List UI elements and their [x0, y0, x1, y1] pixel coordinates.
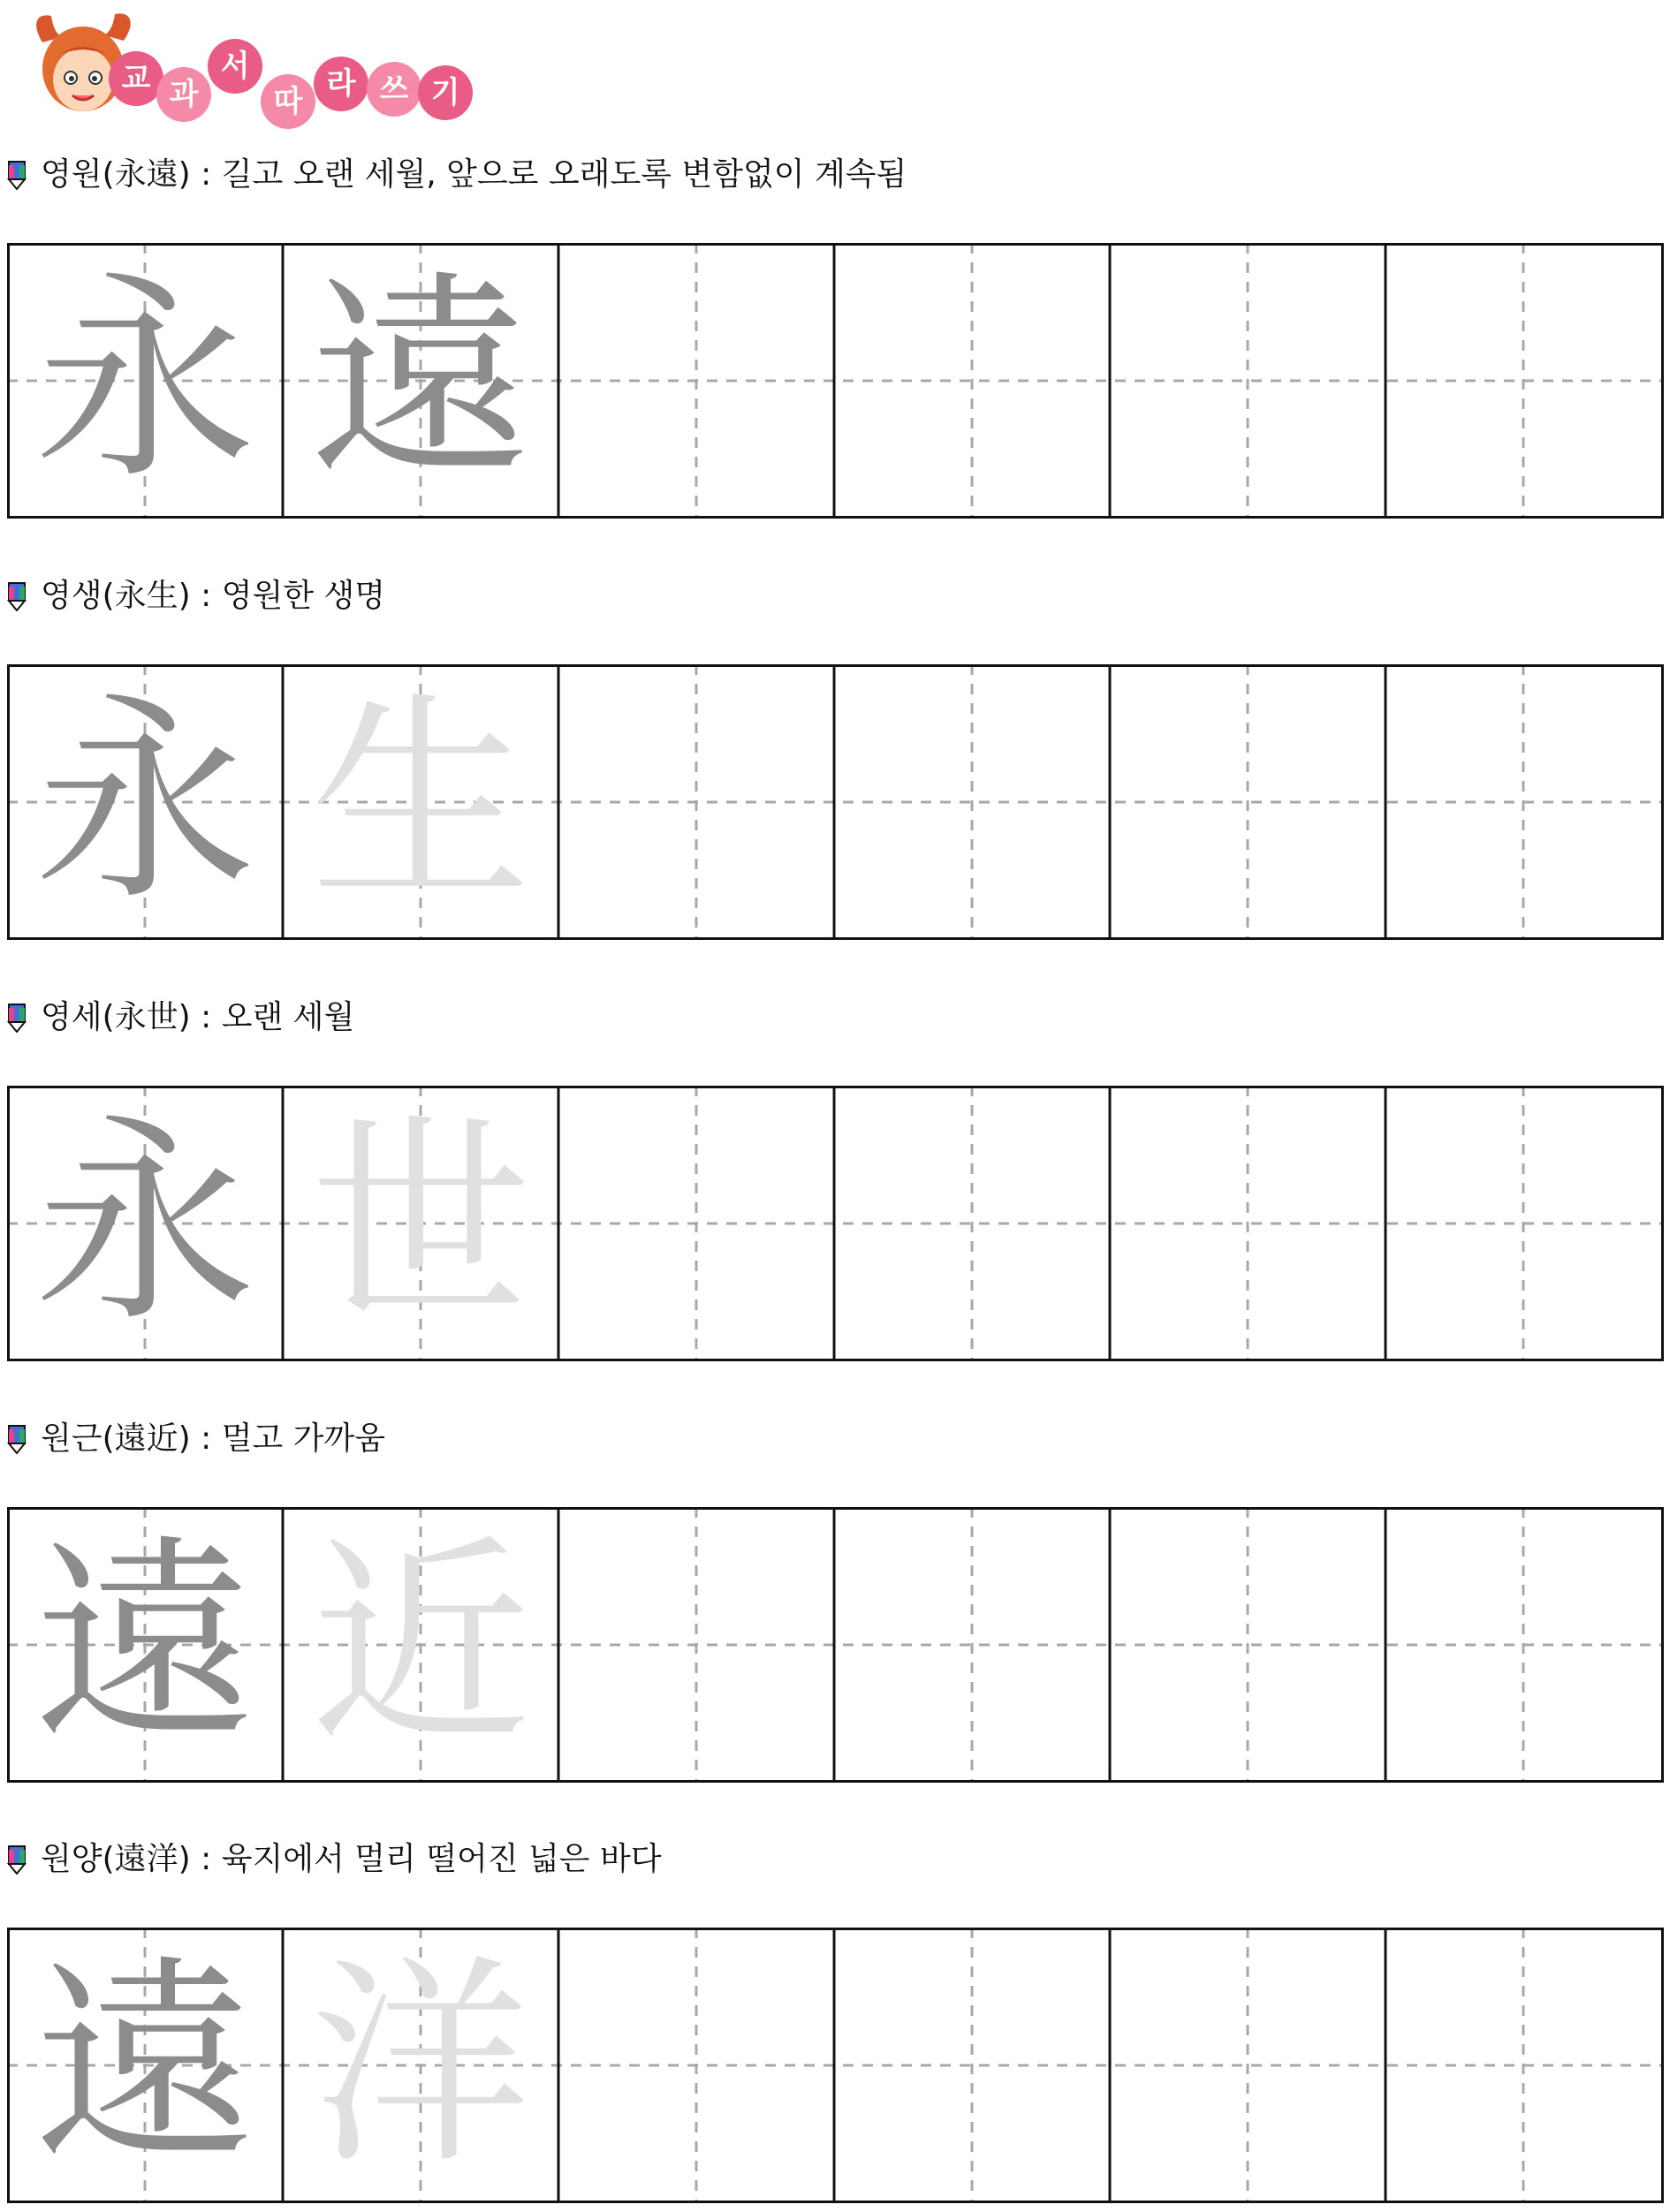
- writing-cell[interactable]: [283, 243, 558, 519]
- word-meaning: 멀고 가까움: [221, 1420, 386, 1457]
- worksheet-logo: [27, 7, 486, 122]
- writing-cell[interactable]: [283, 664, 558, 940]
- trace-hanja: 生: [310, 673, 531, 930]
- writing-cell[interactable]: [1110, 664, 1385, 940]
- writing-grid: [7, 243, 1664, 519]
- pencil-icon: [7, 1424, 27, 1454]
- writing-cell[interactable]: [7, 1928, 283, 2203]
- word-korean: 영생: [41, 578, 102, 614]
- practice-section: [0, 157, 1670, 519]
- word-hanja: 永生: [114, 578, 178, 614]
- writing-cell[interactable]: [1385, 1507, 1661, 1783]
- logo-char: 교: [109, 51, 163, 106]
- trace-hanja: 永: [34, 673, 255, 930]
- word-meaning: 길고 오랜 세월, 앞으로 오래도록 변함없이 계속됨: [221, 156, 907, 193]
- trace-hanja: 遠: [34, 1936, 255, 2193]
- trace-hanja: 近: [310, 1516, 531, 1773]
- logo-char: 기: [418, 65, 473, 120]
- section-title: 영원(永遠) : 길고 오랜 세월, 앞으로 오래도록 변함없이 계속됨: [7, 157, 907, 193]
- trace-hanja: 永: [34, 252, 255, 509]
- logo-char: 서: [208, 39, 262, 94]
- writing-cell[interactable]: [1385, 243, 1661, 519]
- writing-cell[interactable]: [834, 1928, 1110, 2203]
- trace-hanja: 遠: [310, 252, 531, 509]
- writing-cell[interactable]: [558, 1928, 834, 2203]
- pencil-icon: [7, 1845, 27, 1875]
- word-hanja: 遠近: [114, 1420, 178, 1457]
- word-korean: 원양: [41, 1841, 102, 1877]
- writing-cell[interactable]: [834, 243, 1110, 519]
- writing-cell[interactable]: [283, 1928, 558, 2203]
- trace-hanja: 永: [34, 1095, 255, 1352]
- practice-section: [0, 579, 1670, 941]
- logo-char: 라: [314, 57, 368, 111]
- logo-char: 쓰: [367, 62, 421, 117]
- section-title: 영생(永生) : 영원한 생명: [7, 579, 385, 614]
- word-meaning: 영원한 생명: [221, 578, 386, 614]
- trace-hanja: 洋: [310, 1936, 531, 2193]
- section-title: 영세(永世) : 오랜 세월: [7, 1000, 354, 1035]
- writing-cell[interactable]: [558, 1086, 834, 1361]
- writing-cell[interactable]: [1385, 1086, 1661, 1361]
- writing-cell[interactable]: [283, 1507, 558, 1783]
- writing-cell[interactable]: [834, 664, 1110, 940]
- word-meaning: 오랜 세월: [221, 999, 355, 1035]
- word-hanja: 永世: [114, 999, 178, 1035]
- writing-cell[interactable]: [1385, 1928, 1661, 2203]
- trace-hanja: 遠: [34, 1516, 255, 1773]
- writing-cell[interactable]: [7, 1507, 283, 1783]
- practice-section: [0, 1842, 1670, 2204]
- writing-cell[interactable]: [558, 664, 834, 940]
- pencil-icon: [7, 1003, 27, 1033]
- writing-cell[interactable]: [558, 243, 834, 519]
- writing-cell[interactable]: [1110, 1928, 1385, 2203]
- writing-grid: [7, 1086, 1664, 1361]
- writing-cell[interactable]: [283, 1086, 558, 1361]
- writing-cell[interactable]: [1110, 243, 1385, 519]
- writing-cell[interactable]: [7, 243, 283, 519]
- writing-cell[interactable]: [558, 1507, 834, 1783]
- writing-cell[interactable]: [7, 1086, 283, 1361]
- section-title: 원근(遠近) : 멀고 가까움: [7, 1421, 385, 1457]
- section-title: 원양(遠洋) : 육지에서 멀리 떨어진 넓은 바다: [7, 1842, 662, 1877]
- practice-section: [0, 1000, 1670, 1362]
- writing-grid: [7, 1928, 1664, 2203]
- writing-cell[interactable]: [1110, 1086, 1385, 1361]
- writing-grid: [7, 664, 1664, 940]
- pencil-icon: [7, 160, 27, 190]
- word-korean: 원근: [41, 1420, 102, 1457]
- writing-cell[interactable]: [834, 1086, 1110, 1361]
- word-korean: 영세: [41, 999, 102, 1035]
- writing-cell[interactable]: [7, 664, 283, 940]
- logo-char: 따: [261, 74, 315, 129]
- writing-cell[interactable]: [1110, 1507, 1385, 1783]
- writing-cell[interactable]: [1385, 664, 1661, 940]
- logo-char: 과: [156, 67, 211, 122]
- writing-grid: [7, 1507, 1664, 1783]
- word-hanja: 遠洋: [114, 1841, 178, 1877]
- word-korean: 영원: [41, 156, 102, 193]
- practice-section: [0, 1421, 1670, 1784]
- word-hanja: 永遠: [114, 156, 178, 193]
- trace-hanja: 世: [310, 1095, 531, 1352]
- pencil-icon: [7, 581, 27, 611]
- word-meaning: 육지에서 멀리 떨어진 넓은 바다: [221, 1841, 662, 1877]
- writing-cell[interactable]: [834, 1507, 1110, 1783]
